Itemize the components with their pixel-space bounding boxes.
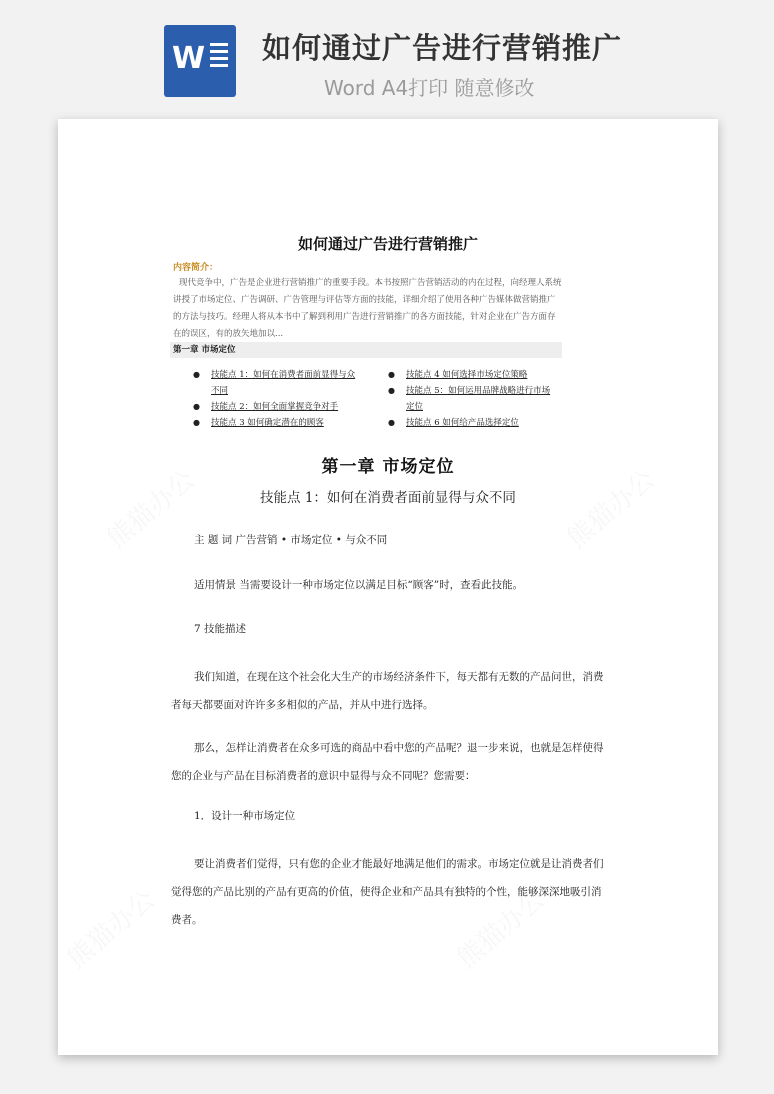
document-title: 如何通过广告进行营销推广 <box>297 235 478 253</box>
bullet-icon: ● <box>193 370 200 379</box>
toc-link[interactable]: 技能点 4 如何选择市场定位策略 <box>406 370 528 380</box>
paragraph: 要让消费者们觉得，只有您的企业才能最好地满足他们的需求。市场定位就是让消费者们觉得您的产品比别的产品有更高的价值，使得企业和产品具有独特的个性，能够深深地吸引消费者。 <box>171 858 604 926</box>
bullet-icon: ● <box>193 418 200 427</box>
toc-item <box>388 367 558 383</box>
intro-label: 内容简介： <box>173 263 219 273</box>
word-icon <box>164 25 236 97</box>
toc-chapter-bar: 第一章 市场定位 <box>170 342 562 358</box>
toc-link[interactable]: 技能点 2：如何全面掌握竞争对手 <box>211 402 339 412</box>
toc-item <box>388 415 558 431</box>
chapter-heading: 第一章 市场定位 <box>321 457 455 477</box>
toc-right-column <box>388 367 558 431</box>
bullet-icon: ● <box>193 402 200 411</box>
paragraph: 那么，怎样让消费者在众多可选的商品中看中您的产品呢？退一步来说，也就是怎样使得您的企业与产品在目标消费者的意识中显得与众不同呢？您需要： <box>171 742 604 782</box>
header <box>0 0 774 110</box>
paragraph: 我们知道，在现在这个社会化大生产的市场经济条件下，每天都有无数的产品问世，消费者每天都要面对许许多多相似的产品，并从中进行选择。 <box>171 671 604 711</box>
header-subtitle: Word A4打印 随意修改 <box>324 76 535 100</box>
watermark <box>58 880 161 975</box>
skill-description-label: 7 技能描述 <box>194 623 247 635</box>
intro-text: 现代竞争中，广告是企业进行营销推广的重要手段。本书按照广告营销活动的内在过程，向经理人系统讲授了市场定位、广告调研、广告管理与评估等方面的技能，详细介绍了使用各种广告媒体做营销推广的方法与技巧。经理人将从本书中了解到利用广告进行营销推广的各方面技能，针对企业在广告方面存在的误区，有的放矢地加以... <box>173 278 562 339</box>
toc-link[interactable]: 技能点 5：如何运用品牌战略进行市场定位 <box>406 386 551 412</box>
step-heading: 1．设计一种市场定位 <box>194 810 296 822</box>
document-lines-icon <box>210 43 228 71</box>
toc-left-column <box>193 367 363 431</box>
bullet-icon: ● <box>388 386 395 395</box>
bullet-icon: ● <box>388 418 395 427</box>
skill-heading: 技能点 1：如何在消费者面前显得与众不同 <box>260 490 516 506</box>
header-title: 如何通过广告进行营销推广 <box>262 31 623 65</box>
word-logo-letter: W <box>172 41 206 76</box>
toc-link[interactable]: 技能点 1：如何在消费者面前显得与众不同 <box>211 370 356 396</box>
toc-item <box>193 415 363 431</box>
bullet-icon: ● <box>388 370 395 379</box>
toc-item <box>193 367 363 399</box>
toc-link[interactable]: 技能点 6 如何给产品选择定位 <box>406 418 519 428</box>
toc-item <box>388 383 558 415</box>
document-page <box>58 119 718 1055</box>
theme-line: 主 题 词 广告营销 • 市场定位 • 与众不同 <box>194 534 388 546</box>
toc-item <box>193 399 363 415</box>
toc-link[interactable]: 技能点 3 如何确定潜在的顾客 <box>211 418 324 428</box>
scenario-line: 适用情景 当需要设计一种市场定位以满足目标“顾客”时，查看此技能。 <box>194 579 524 591</box>
